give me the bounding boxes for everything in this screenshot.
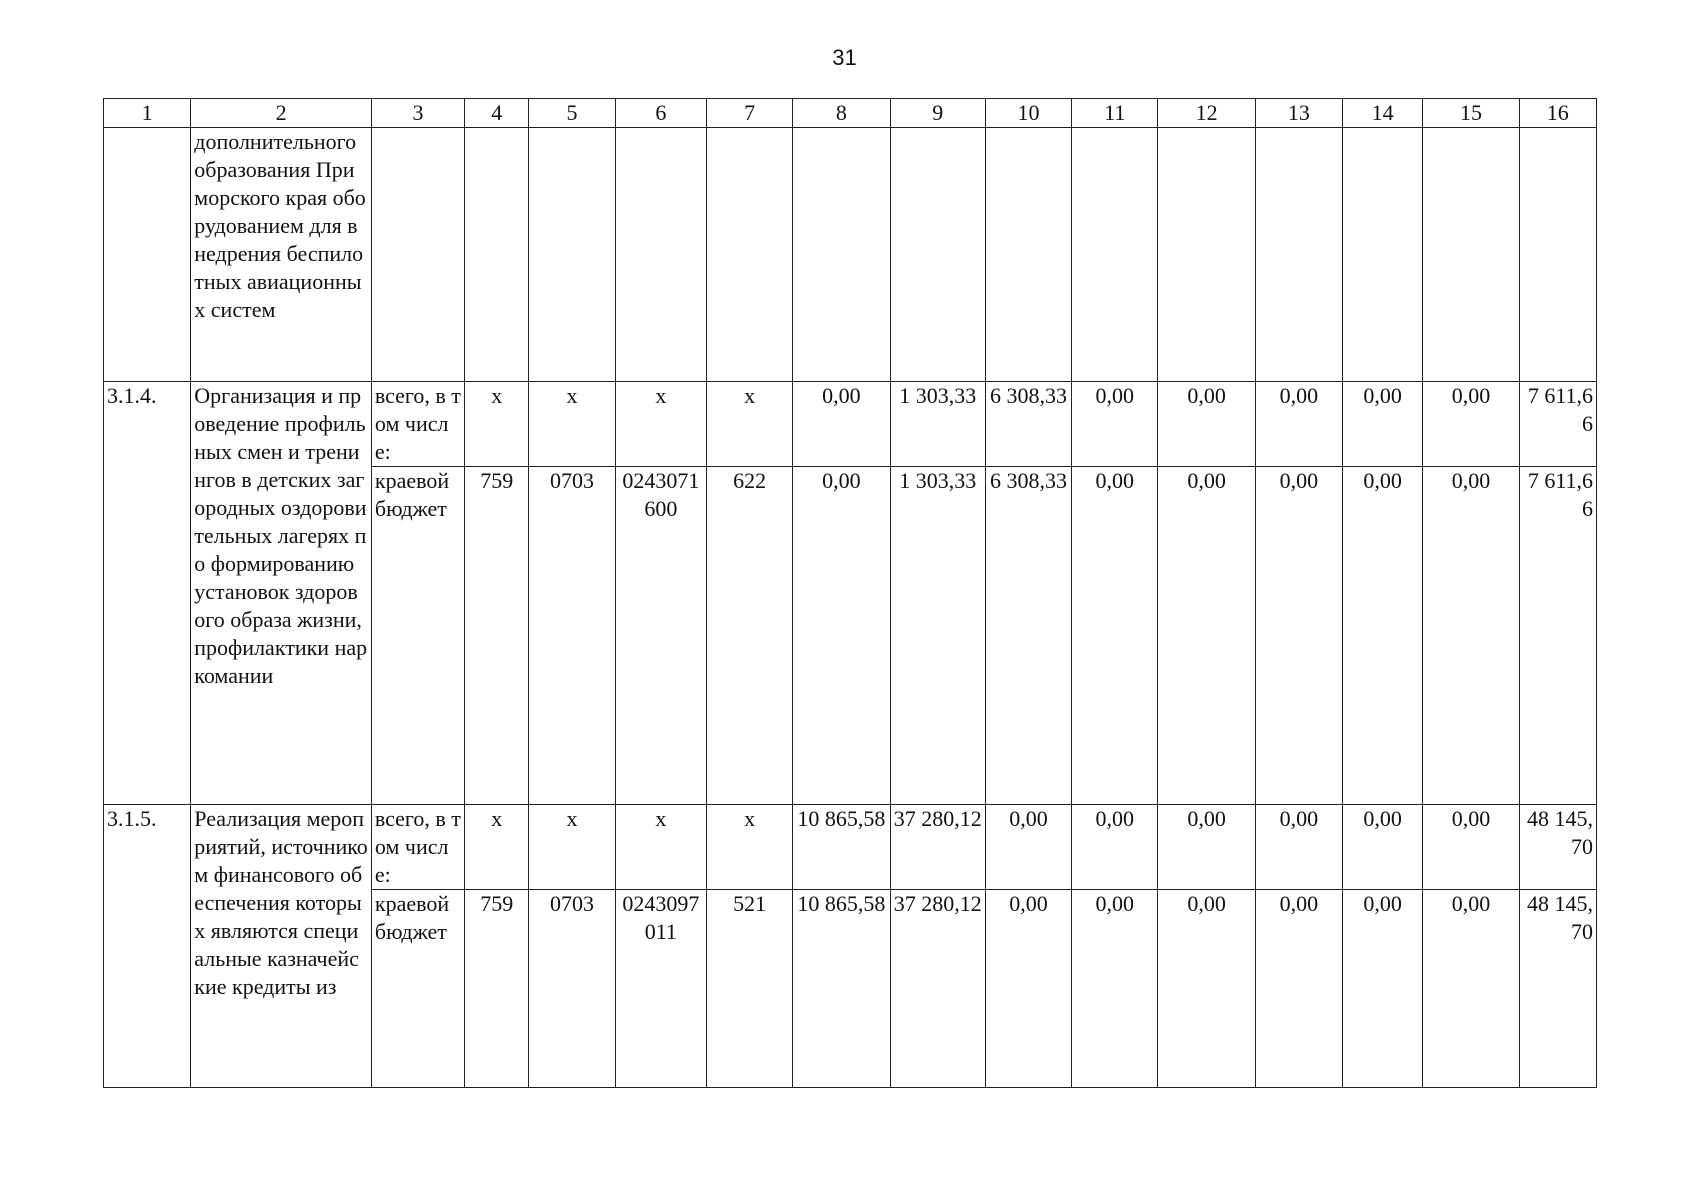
- column-header: 7: [706, 99, 792, 128]
- column-header: 6: [615, 99, 706, 128]
- cell-col14: 0,00: [1343, 467, 1423, 805]
- cell-col16: 7 611,66: [1519, 382, 1596, 467]
- cell-col13: 0,00: [1255, 890, 1342, 1088]
- cell-col11: 0,00: [1072, 890, 1158, 1088]
- cell-col9: 1 303,33: [890, 382, 985, 467]
- column-header: 16: [1519, 99, 1596, 128]
- column-header: 14: [1343, 99, 1423, 128]
- item-number: 3.1.5.: [104, 805, 191, 1088]
- cell-col6: x: [615, 805, 706, 890]
- cell-col8: 10 865,58: [793, 890, 890, 1088]
- cell-col11: 0,00: [1072, 805, 1158, 890]
- table-row-total: [104, 805, 1597, 890]
- cell-col8: 0,00: [793, 467, 890, 805]
- cell-col10: 6 308,33: [985, 382, 1071, 467]
- cell-col10: 0,00: [985, 805, 1071, 890]
- cell-col7: x: [706, 382, 792, 467]
- cell-col7: 521: [706, 890, 792, 1088]
- cell-col8: 10 865,58: [793, 805, 890, 890]
- cell-col12: 0,00: [1158, 805, 1255, 890]
- table-row-continuation: [104, 128, 1597, 382]
- funding-source: краевой бюджет: [371, 890, 464, 1088]
- column-header: 9: [890, 99, 985, 128]
- item-description: Реализация мероприятий, источником финансового обеспечения которых являются специальные казначейские кредиты из: [191, 805, 372, 1088]
- cell-col8: 0,00: [793, 382, 890, 467]
- cell-col16: 48 145,70: [1519, 890, 1596, 1088]
- budget-table: [103, 98, 1597, 1088]
- column-header: 10: [985, 99, 1071, 128]
- cell-col4: 759: [465, 467, 529, 805]
- item-description: дополнительного образования Приморского края оборудованием для внедрения беспилотных авиационных систем: [191, 128, 372, 382]
- item-number-cell: [104, 128, 191, 382]
- cell-col16: 7 611,66: [1519, 467, 1596, 805]
- funding-source: краевой бюджет: [371, 467, 464, 805]
- cell-col5: 0703: [529, 890, 615, 1088]
- item-number: 3.1.4.: [104, 382, 191, 805]
- column-header: 13: [1255, 99, 1342, 128]
- cell-col10: 0,00: [985, 890, 1071, 1088]
- cell-col16: 48 145,70: [1519, 805, 1596, 890]
- cell-col13: 0,00: [1255, 805, 1342, 890]
- cell-col11: 0,00: [1072, 382, 1158, 467]
- cell-col12: 0,00: [1158, 382, 1255, 467]
- item-description: Организация и проведение профильных смен и тренингов в детских загородных оздоровительных лагерях по формированию установок здорового образа жизни, профилактики наркомании: [191, 382, 372, 805]
- funding-source: всего, в том числе:: [371, 382, 464, 467]
- column-header: 2: [191, 99, 372, 128]
- cell-col5: 0703: [529, 467, 615, 805]
- cell-col4: x: [465, 805, 529, 890]
- cell-col5: x: [529, 805, 615, 890]
- cell-col15: 0,00: [1423, 805, 1519, 890]
- cell-col7: x: [706, 805, 792, 890]
- cell-col14: 0,00: [1343, 805, 1423, 890]
- cell-col15: 0,00: [1423, 382, 1519, 467]
- cell-col12: 0,00: [1158, 890, 1255, 1088]
- column-header: 3: [371, 99, 464, 128]
- cell-col6: 0243097011: [615, 890, 706, 1088]
- cell-col15: 0,00: [1423, 467, 1519, 805]
- cell-col4: x: [465, 382, 529, 467]
- column-number-header-row: [104, 99, 1597, 128]
- cell-col14: 0,00: [1343, 382, 1423, 467]
- cell-col9: 37 280,12: [890, 890, 985, 1088]
- cell-col4: 759: [465, 890, 529, 1088]
- column-header: 15: [1423, 99, 1519, 128]
- column-header: 12: [1158, 99, 1255, 128]
- cell-col11: 0,00: [1072, 467, 1158, 805]
- cell-col7: 622: [706, 467, 792, 805]
- column-header: 4: [465, 99, 529, 128]
- cell-col6: 0243071600: [615, 467, 706, 805]
- column-header: 1: [104, 99, 191, 128]
- page-number: 31: [832, 45, 857, 70]
- cell-col13: 0,00: [1255, 467, 1342, 805]
- cell-col9: 1 303,33: [890, 467, 985, 805]
- funding-source: всего, в том числе:: [371, 805, 464, 890]
- table-row-total: [104, 382, 1597, 467]
- column-header: 8: [793, 99, 890, 128]
- cell-col15: 0,00: [1423, 890, 1519, 1088]
- cell-col14: 0,00: [1343, 890, 1423, 1088]
- cell-col9: 37 280,12: [890, 805, 985, 890]
- cell-col5: x: [529, 382, 615, 467]
- cell-col10: 6 308,33: [985, 467, 1071, 805]
- cell-col13: 0,00: [1255, 382, 1342, 467]
- column-header: 5: [529, 99, 615, 128]
- cell-col6: x: [615, 382, 706, 467]
- column-header: 11: [1072, 99, 1158, 128]
- cell-col12: 0,00: [1158, 467, 1255, 805]
